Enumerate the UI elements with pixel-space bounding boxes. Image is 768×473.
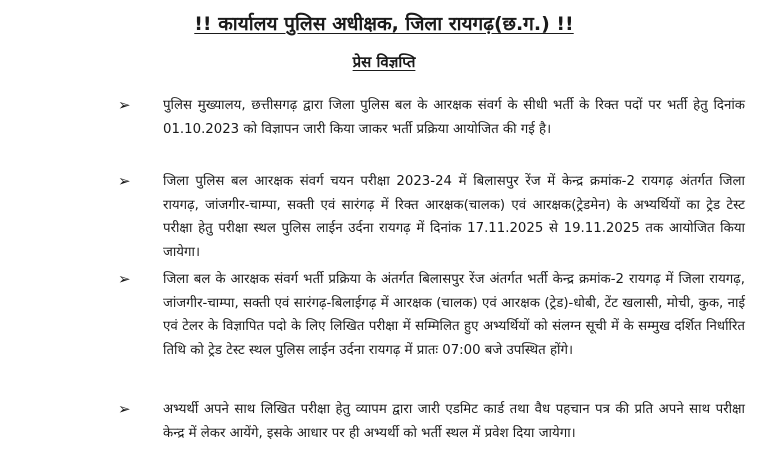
office-title-text: !! कार्यालय पुलिस अधीक्षक, जिला रायगढ़(छ.ग.) !! [194,13,574,35]
office-title [0,10,768,36]
list-item-text: अभ्यर्थी अपने साथ लिखित परीक्षा हेतु व्यापम द्वारा जारी एडमिट कार्ड तथा वैध पहचान पत्र की प्रति अपने साथ परीक्षा केन्द्र में लेकर आयेंगे, इसके आधार पर ही अभ्यर्थी को भर्ती स्थल में प्रवेश दिया जायेगा। [163,402,745,441]
arrow-bullet-icon: ➢ [118,172,131,190]
press-release-heading-text: प्रेस विज्ञप्ति [352,53,416,71]
list-item-text: जिला बल के आरक्षक संवर्ग भर्ती प्रक्रिया के अंतर्गत बिलासपुर रेंज अंतर्गत भर्ती केन्द्र क्रमांक-2 रायगढ़ में जिला रायगढ़, जांजगीर-चाम्पा, सक्ती एवं सारंगढ़-बिलाईगढ़ में आरक्षक (चालक) एवं आरक्षक (ट्रेड)-धोबी, टेंट खलासी, मोची, कुक, नाई एवं टेलर के विज्ञापित पदो के लिए लिखित परीक्षा में सम्मिलित हुए अभ्यर्थियों को संलग्न सूची में के सम्मुख दर्शित निर्धारित तिथि को ट्रेड टेस्ट स्थल पुलिस लाईन उर्दना रायगढ़ में प्रातः 07:00 बजे उपस्थित होंगे। [163,272,745,358]
press-release-heading [0,52,768,72]
list-item-text: जिला पुलिस बल आरक्षक संवर्ग चयन परीक्षा 2023-24 में बिलासपुर रेंज में केन्द्र क्रमांक-2 रायगढ़ अंतर्गत जिला रायगढ़, जांजगीर-चाम्पा, सक्ती एवं सारंगढ़ में रिक्त आरक्षक(चालक) एवं आरक्षक(ट्रेडमेन) के अभ्यर्थियों का ट्रेड टेस्ट परीक्षा हेतु परीक्षा स्थल पुलिस लाईन उर्दना रायगढ़ में दिनांक 17.11.2025 से 19.11.2025 तक आयोजित किया जायेगा। [163,174,745,260]
arrow-bullet-icon: ➢ [118,96,131,114]
arrow-bullet-icon: ➢ [118,270,131,288]
list-item-text: पुलिस मुख्यालय, छत्तीसगढ़ द्वारा जिला पुलिस बल के आरक्षक संवर्ग के सीधी भर्ती के रिक्त पदों पर भर्ती हेतु दिनांक 01.10.2023 को विज्ञापन जारी किया जाकर भर्ती प्रक्रिया आयोजित की गई है। [163,98,745,137]
arrow-bullet-icon: ➢ [118,400,131,418]
